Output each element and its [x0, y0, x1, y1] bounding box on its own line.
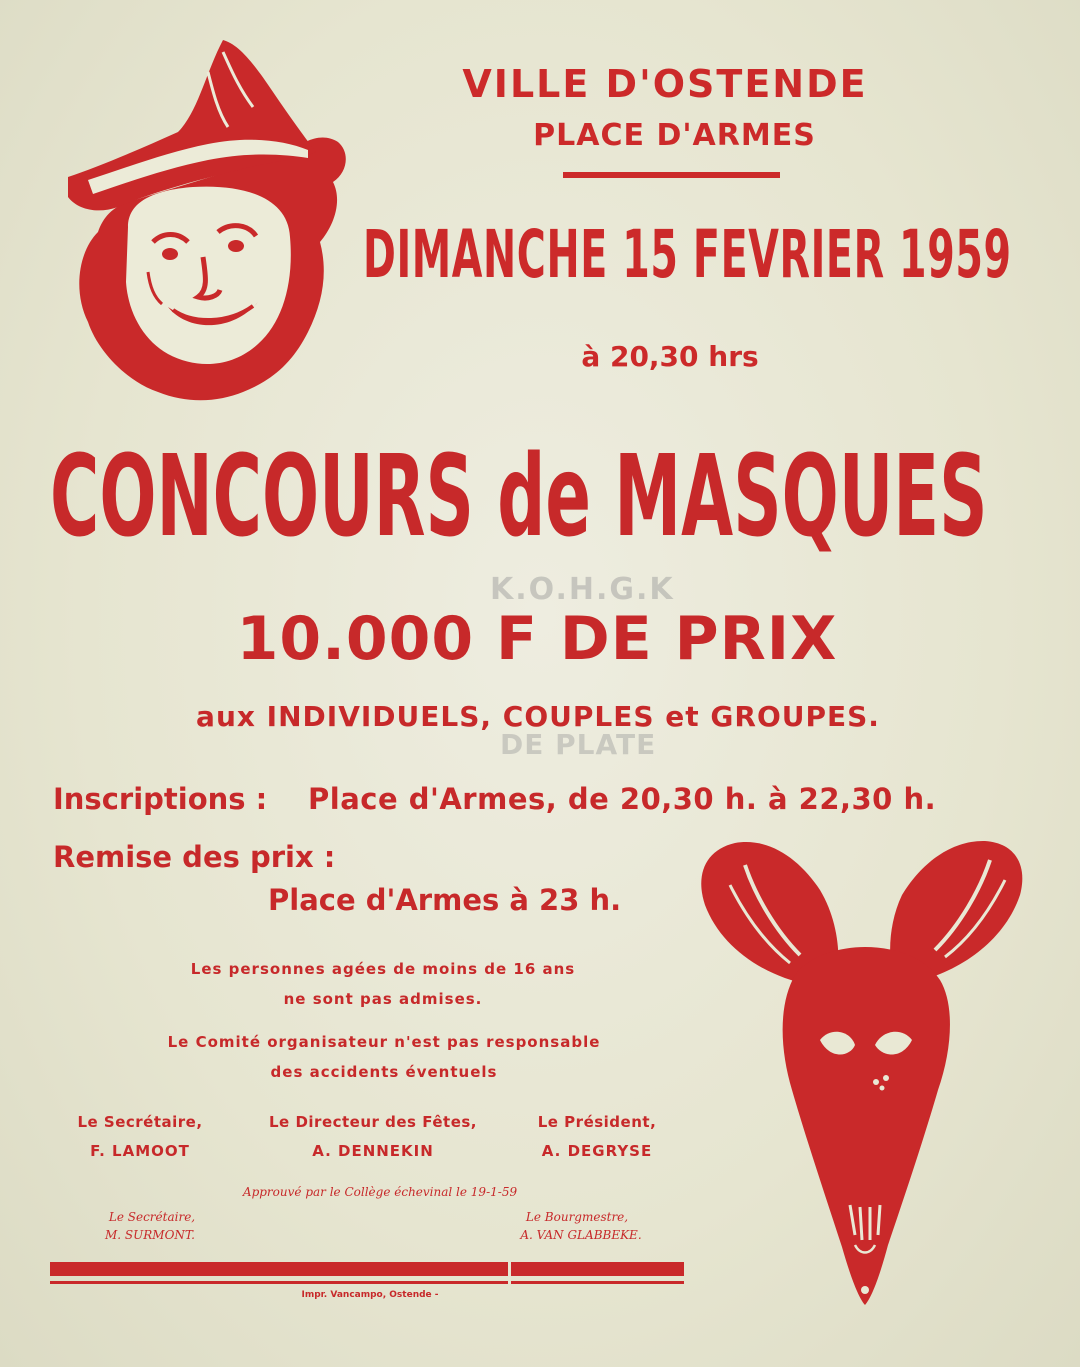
approval-text: Approuvé par le Collège échevinal le 19-1-59	[242, 1185, 518, 1199]
footer-bar-split	[508, 1262, 511, 1284]
town-heading: VILLE D'OSTENDE	[462, 62, 868, 106]
age-notice-line2: ne sont pas admises.	[283, 990, 483, 1008]
approval-secretary-name: M. SURMONT.	[105, 1228, 195, 1242]
approval-secretary-title: Le Secrétaire,	[108, 1210, 196, 1224]
watermark-line2: DE PLATE	[500, 728, 657, 761]
remise-label: Remise des prix :	[53, 840, 336, 874]
approval-mayor-title: Le Bourgmestre,	[525, 1210, 629, 1224]
watermark-line1: K.O.H.G.K	[490, 572, 675, 607]
signatory-title-president: Le Président,	[537, 1113, 657, 1131]
inscriptions-label: Inscriptions :	[53, 782, 268, 816]
event-title: CONCOURS de MASQUES	[50, 432, 988, 562]
footer-bar-thin	[50, 1281, 684, 1284]
event-date: DIMANCHE 15 FEVRIER 1959	[363, 216, 1012, 293]
signatory-title-secretary: Le Secrétaire,	[77, 1113, 203, 1131]
footer-bar	[50, 1262, 684, 1276]
place-heading: PLACE D'ARMES	[533, 118, 816, 153]
committee-notice-line1: Le Comité organisateur n'est pas responsable	[167, 1033, 601, 1051]
event-time: à 20,30 hrs	[581, 340, 759, 373]
header-divider	[563, 172, 780, 178]
approval-mayor-name: A. VAN GLABBEKE.	[520, 1228, 642, 1242]
remise-text: Place d'Armes à 23 h.	[268, 883, 622, 917]
signatory-name-president: A. DEGRYSE	[541, 1142, 653, 1160]
age-notice-line1: Les personnes agées de moins de 16 ans	[190, 960, 576, 978]
committee-notice-line2: des accidents éventuels	[270, 1063, 498, 1081]
signatory-title-director: Le Directeur des Fêtes,	[269, 1113, 477, 1131]
signatory-name-secretary: F. LAMOOT	[90, 1142, 190, 1160]
mouse-mask-icon	[690, 835, 1040, 1325]
prize-amount: 10.000 F DE PRIX	[236, 604, 838, 674]
clown-face-icon	[58, 32, 358, 412]
inscriptions-text: Place d'Armes, de 20,30 h. à 22,30 h.	[308, 782, 937, 816]
event-categories: aux INDIVIDUELS, COUPLES et GROUPES.	[196, 700, 880, 733]
printer-credit: Impr. Vancampo, Ostende -	[301, 1290, 439, 1300]
signatory-name-director: A. DENNEKIN	[312, 1142, 434, 1160]
